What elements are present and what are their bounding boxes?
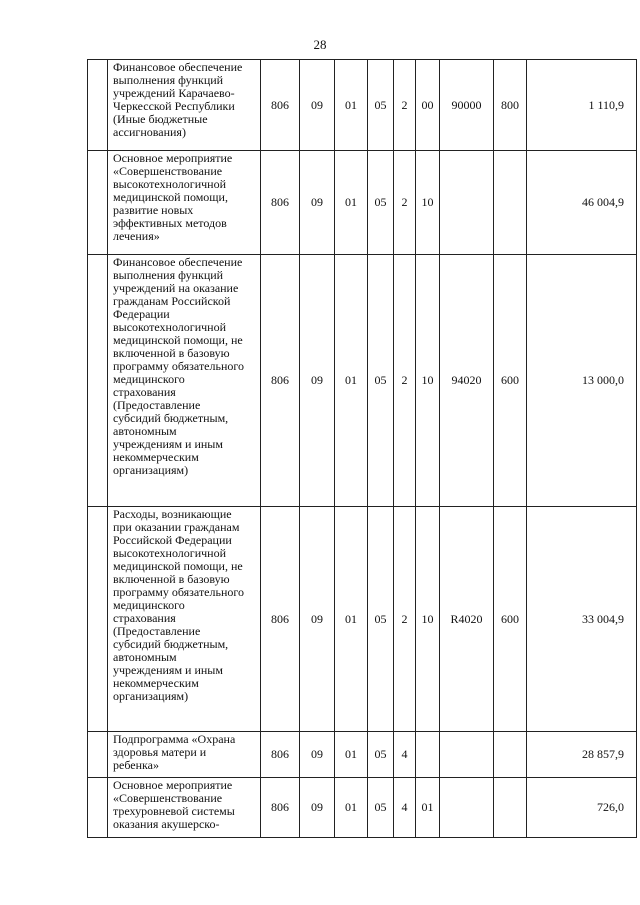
row-name: Основное мероприятие «Совершенствование трехуровневой системы оказания акушерско- [113, 778, 235, 831]
row-name-cell [108, 151, 261, 255]
subsection-cell: 01 [335, 507, 368, 732]
program-cell: 05 [368, 151, 394, 255]
subsection-cell: 01 [335, 60, 368, 151]
measure-cell: 10 [416, 255, 440, 507]
grbs-cell: 806 [261, 151, 300, 255]
subsection-cell: 01 [335, 778, 368, 838]
row-name: Финансовое обеспечение выполнения функций учреждений на оказание гражданам Российской Федерации высокотехнологичной медицинской помощи, не включенной в базовую программу обязательного медицинского страхования (Предоставление субсидий бюджетным, автономным учреждениям и иным некоммерческим организациям) [113, 255, 245, 477]
amount-cell: 28 857,9 [527, 732, 637, 778]
row-name-cell [108, 60, 261, 151]
row-name-cell [108, 732, 261, 778]
measure-cell: 10 [416, 151, 440, 255]
expense-type-cell: 600 [494, 507, 527, 732]
measure-cell: 10 [416, 507, 440, 732]
subprogram-cell: 2 [394, 255, 416, 507]
section-cell: 09 [300, 732, 335, 778]
subsection-cell: 01 [335, 732, 368, 778]
amount-cell: 33 004,9 [527, 507, 637, 732]
budget-table [87, 59, 637, 838]
subprogram-cell: 4 [394, 732, 416, 778]
program-cell: 05 [368, 60, 394, 151]
grbs-cell: 806 [261, 507, 300, 732]
section-cell: 09 [300, 507, 335, 732]
page-number: 28 [313, 37, 327, 52]
expense-type-cell: 800 [494, 60, 527, 151]
subprogram-cell: 2 [394, 507, 416, 732]
subsection-cell: 01 [335, 151, 368, 255]
table-row [88, 507, 637, 732]
measure-cell: 00 [416, 60, 440, 151]
section-cell: 09 [300, 255, 335, 507]
direction-cell [440, 732, 494, 778]
grbs-cell: 806 [261, 255, 300, 507]
row-name: Финансовое обеспечение выполнения функций учреждений Карачаево- Черкесской Республики (Иные бюджетные ассигнования) [113, 60, 243, 139]
direction-cell: R4020 [440, 507, 494, 732]
row-gutter-cell [88, 732, 108, 778]
section-cell: 09 [300, 60, 335, 151]
row-gutter-cell [88, 778, 108, 838]
table-row [88, 732, 637, 778]
row-gutter-cell [88, 60, 108, 151]
amount-cell: 1 110,9 [527, 60, 637, 151]
expense-type-cell [494, 151, 527, 255]
table-row [88, 255, 637, 507]
subprogram-cell: 2 [394, 151, 416, 255]
direction-cell [440, 778, 494, 838]
row-name-cell [108, 778, 261, 838]
measure-cell: 01 [416, 778, 440, 838]
subprogram-cell: 4 [394, 778, 416, 838]
amount-cell: 726,0 [527, 778, 637, 838]
row-name-cell [108, 255, 261, 507]
row-name: Основное мероприятие «Совершенствование высокотехнологичной медицинской помощи, развитие новых эффективных методов лечения» [113, 151, 233, 243]
measure-cell [416, 732, 440, 778]
direction-cell: 94020 [440, 255, 494, 507]
amount-cell: 46 004,9 [527, 151, 637, 255]
row-name: Расходы, возникающие при оказании гражданам Российской Федерации высокотехнологичной медицинской помощи, не включенной в базовую программу обязательного медицинского страхования (Предоставление субсидий бюджетным, автономным учреждениям и иным некоммерческим организациям) [113, 507, 245, 703]
expense-type-cell: 600 [494, 255, 527, 507]
amount-cell: 13 000,0 [527, 255, 637, 507]
grbs-cell: 806 [261, 778, 300, 838]
expense-type-cell [494, 732, 527, 778]
section-cell: 09 [300, 778, 335, 838]
table-row [88, 778, 637, 838]
program-cell: 05 [368, 255, 394, 507]
expense-type-cell [494, 778, 527, 838]
direction-cell [440, 151, 494, 255]
grbs-cell: 806 [261, 732, 300, 778]
program-cell: 05 [368, 732, 394, 778]
table-row [88, 60, 637, 151]
table-row [88, 151, 637, 255]
grbs-cell: 806 [261, 60, 300, 151]
program-cell: 05 [368, 507, 394, 732]
program-cell: 05 [368, 778, 394, 838]
row-name-cell [108, 507, 261, 732]
direction-cell: 90000 [440, 60, 494, 151]
subprogram-cell: 2 [394, 60, 416, 151]
section-cell: 09 [300, 151, 335, 255]
row-gutter-cell [88, 151, 108, 255]
subsection-cell: 01 [335, 255, 368, 507]
row-name: Подпрограмма «Охрана здоровья матери и ребенка» [113, 732, 236, 772]
row-gutter-cell [88, 255, 108, 507]
row-gutter-cell [88, 507, 108, 732]
